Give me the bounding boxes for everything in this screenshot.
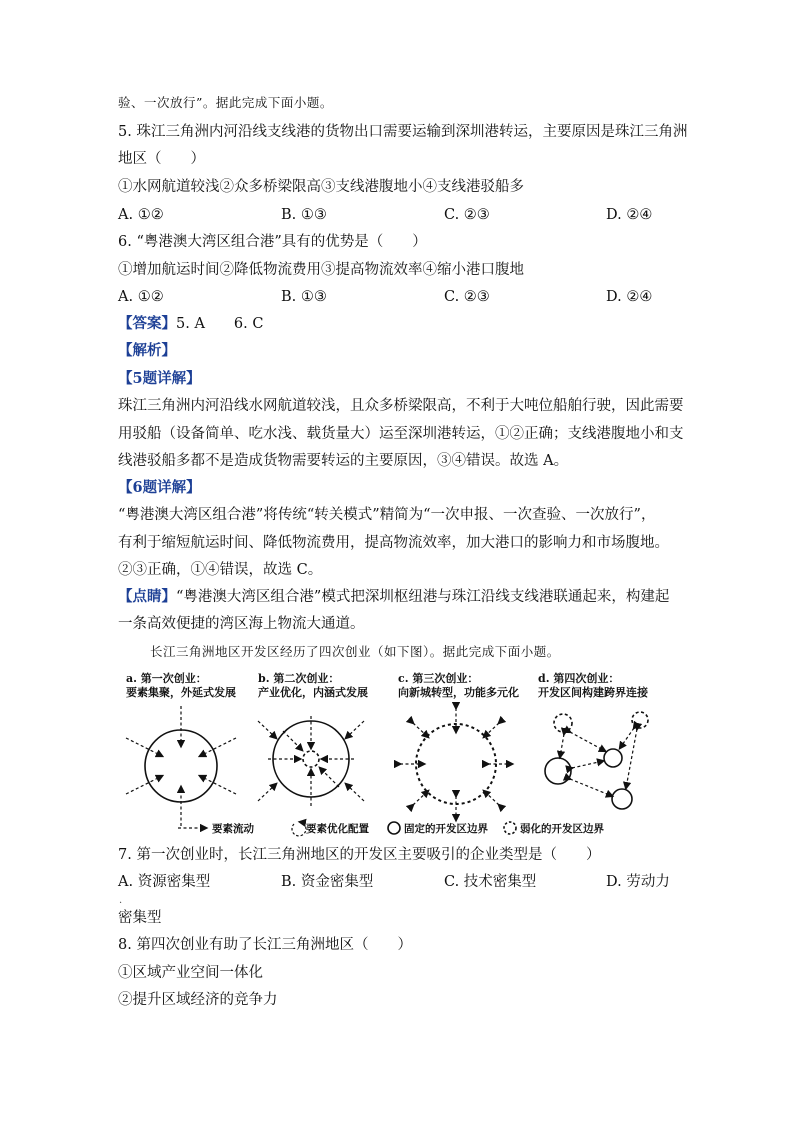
panel-b-title: b. 第二次创业： xyxy=(258,672,340,685)
question-5-items: ①水网航道较浅②众多桥梁限高③支线港腹地小④支线港驳船多 xyxy=(118,179,524,195)
panel-d-title: d. 第四次创业： xyxy=(538,672,620,685)
question-8-item-2: ②提升区域经济的竞争力 xyxy=(118,992,278,1008)
explanation-5-line-1: 珠江三角洲内河沿线水网航道较浅，且众多桥梁限高，不利于大吨位船舶行驶，因此需要 xyxy=(118,398,684,414)
explanation-6-line-3: ②③正确，①④错误，故选 C。 xyxy=(118,562,323,578)
panel-a-inflow-arrows xyxy=(126,706,236,826)
panel-b-subtitle: 产业优化，内涵式发展 xyxy=(258,686,368,699)
answer-line xyxy=(118,314,263,334)
q6-option-d: D. ②④ xyxy=(606,289,653,305)
question-5-stem-cont: 地区（ ） xyxy=(118,151,205,167)
analysis-tag: 【解析】 xyxy=(118,342,176,359)
q6-option-c: C. ②③ xyxy=(444,289,490,305)
detail-5-tag: 【5题详解】 xyxy=(118,370,201,387)
panel-b-flow-arrows xyxy=(258,716,364,806)
panel-c-outflow-arrows xyxy=(400,708,512,820)
tip-line xyxy=(118,587,669,607)
panel-d-zone-1 xyxy=(554,714,572,732)
q5-option-b: B. ①③ xyxy=(281,207,327,223)
q5-option-d: D. ②④ xyxy=(606,207,653,223)
panel-d-zone-2 xyxy=(632,712,648,728)
figure-diagrams xyxy=(118,666,678,838)
question-8-stem: 8. 第四次创业有助了长江三角洲地区（ ） xyxy=(118,937,412,953)
tip-line-2: 一条高效便捷的湾区海上物流大通道。 xyxy=(118,616,365,632)
q5-option-a: A. ①② xyxy=(118,207,164,223)
development-stages-figure xyxy=(118,666,678,838)
panel-c-weakened-boundary xyxy=(416,724,496,804)
panel-c-subtitle: 向新城转型，功能多元化 xyxy=(398,686,519,699)
question-7-stem: 7. 第一次创业时，长江三角洲地区的开发区主要吸引的企业类型是（ ） xyxy=(118,847,601,863)
legend-optimize-label: 要素优化配置 xyxy=(306,823,369,835)
question-6-stem: 6. “粤港澳大湾区组合港”具有的优势是（ ） xyxy=(118,234,427,250)
panel-c-title: c. 第三次创业： xyxy=(398,672,479,685)
legend-fixed-symbol xyxy=(388,822,400,834)
q7-option-b: B. 资金密集型 xyxy=(281,874,374,890)
legend-flow-label: 要素流动 xyxy=(212,823,254,835)
question-6-items: ①增加航运时间②降低物流费用③提高物流效率④缩小港口腹地 xyxy=(118,262,524,278)
detail-6-tag: 【6题详解】 xyxy=(118,479,201,496)
panel-d-connection-arrows xyxy=(560,728,637,796)
legend-fixed-label: 固定的开发区边界 xyxy=(404,823,488,835)
q7-option-d-continued: 密集型 xyxy=(118,910,162,926)
panel-b-core xyxy=(303,751,319,767)
q5-option-c: C. ②③ xyxy=(444,207,490,223)
line-continuation: 验、一次放行”。据此完成下面小题。 xyxy=(118,95,333,110)
panel-d-zone-3 xyxy=(604,749,622,767)
legend-optimize-symbol xyxy=(292,822,306,836)
q6-option-a: A. ①② xyxy=(118,289,164,305)
panel-a-subtitle: 要素集聚，外延式发展 xyxy=(126,686,236,699)
answer-tag: 【答案】 xyxy=(118,315,176,332)
answer-text: 5. A 6. C xyxy=(176,316,264,332)
q6-option-b: B. ①③ xyxy=(281,289,327,305)
explanation-6-line-2: 有利于缩短航运时间、降低物流费用，提高物流效率，加大港口的影响力和市场腹地。 xyxy=(118,535,669,551)
legend-weak-symbol xyxy=(504,822,516,834)
legend-weak-label: 弱化的开发区边界 xyxy=(520,823,604,835)
figure-intro: 长江三角洲地区开发区经历了四次创业（如下图）。据此完成下面小题。 xyxy=(150,644,560,659)
explanation-5-line-3: 线港驳船多都不是造成货物需要转运的主要原因，③④错误。故选 A。 xyxy=(118,453,569,469)
q7-option-d: D. 劳动力 xyxy=(606,874,670,890)
question-5-stem: 5. 珠江三角洲内河沿线支线港的货物出口需要运输到深圳港转运，主要原因是珠江三角洲 xyxy=(118,124,688,140)
panel-d-zone-5 xyxy=(612,789,632,809)
q7-option-c: C. 技术密集型 xyxy=(444,874,537,890)
explanation-5-line-2: 用驳船（设备简单、吃水浅、载货量大）运至深圳港转运，①②正确；支线港腹地小和支 xyxy=(118,426,684,442)
explanation-6-line-1: “粤港澳大湾区组合港”将传统“转关模式”精简为“一次申报、一次查验、一次放行”， xyxy=(118,507,656,523)
tip-tag: 【点睛】 xyxy=(118,588,176,605)
stray-dot: · xyxy=(119,898,123,909)
panel-d-subtitle: 开发区间构建跨界连接 xyxy=(538,686,648,699)
panel-a-title: a. 第一次创业： xyxy=(126,672,207,685)
tip-text: “粤港澳大湾区组合港”模式把深圳枢纽港与珠江沿线支线港联通起来，构建起 xyxy=(176,589,670,605)
question-8-item-1: ①区域产业空间一体化 xyxy=(118,965,263,981)
panel-d-zone-4 xyxy=(545,758,571,784)
q7-option-a: A. 资源密集型 xyxy=(118,874,211,890)
